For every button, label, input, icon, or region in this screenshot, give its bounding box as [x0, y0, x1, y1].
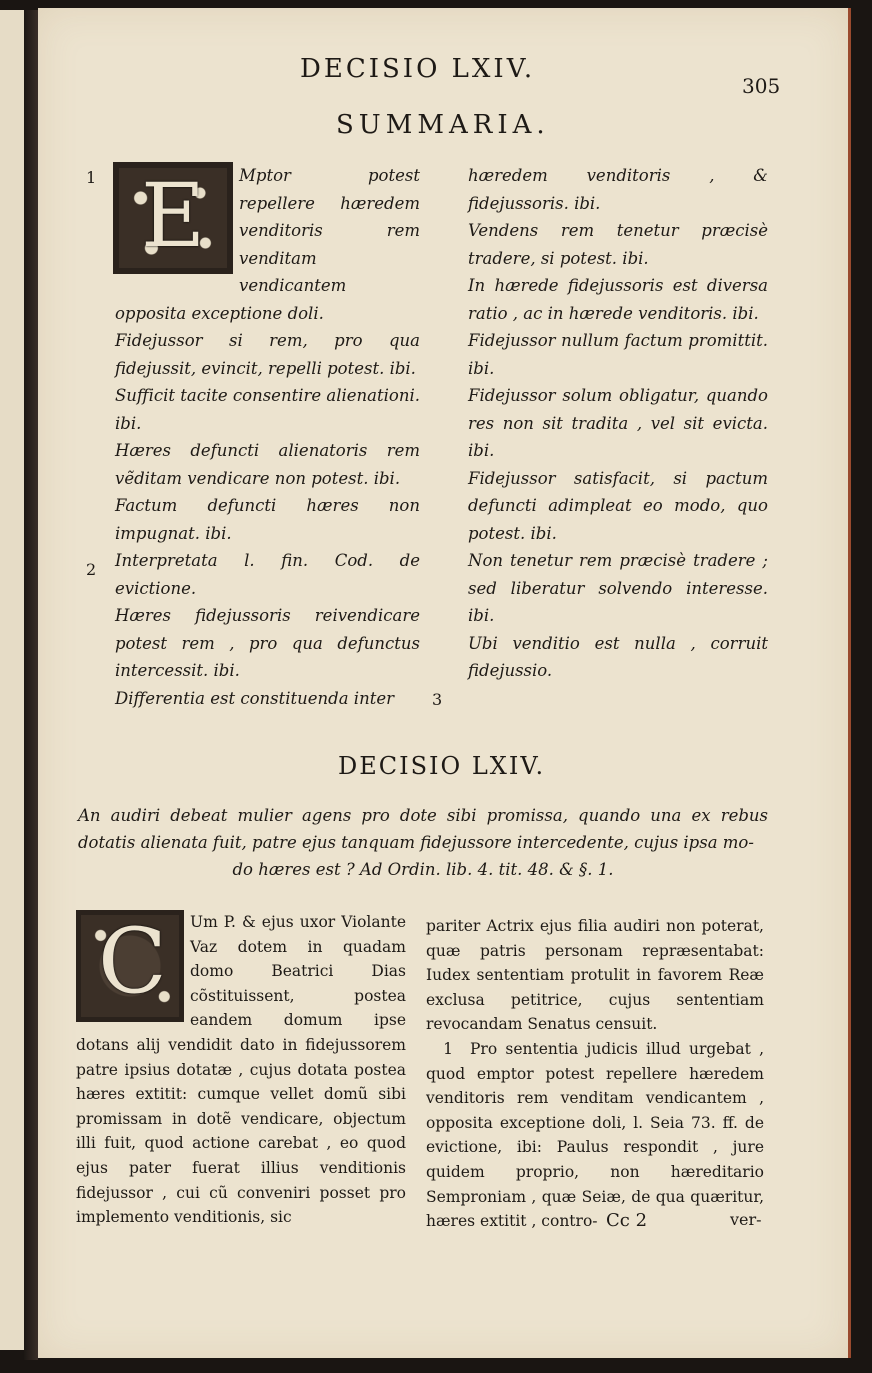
decisio-title: DECISIO LXIV. — [338, 752, 546, 780]
signature-mark: Cc 2 — [606, 1210, 648, 1231]
margin-number-3: 3 — [432, 690, 443, 709]
paragraph-number: 1 — [443, 1039, 453, 1058]
summaria-title: SUMMARIA. — [336, 110, 550, 140]
summary-entry: Sufficit tacite consentire alienationi. ibi. — [115, 386, 420, 433]
margin-number-1: 1 — [86, 168, 97, 187]
summary-entry: Fidejussor satisfacit, si pactum defuncti adimpleat eo modo, quo potest. ibi. — [468, 468, 768, 543]
decorated-initial-e — [113, 162, 233, 274]
body-paragraph-numbered — [426, 1037, 764, 1234]
margin-number-2: 2 — [86, 560, 97, 579]
summaria-right-column — [468, 162, 768, 685]
summary-entry: Non tenetur rem præcisè tradere ; sed liberatur solvendo interesse. ibi. — [468, 551, 768, 625]
initial-letter-e: E — [141, 164, 206, 267]
summary-entry: Hæres fidejussoris reivendicare potest rem , pro qua defunctus intercessit. ibi. — [115, 606, 420, 680]
body-paragraph: Um P. & ejus uxor Violante Vaz dotem in quadam domo Beatrici Dias cõstituissent, postea eandem domum ipse dotans alij vendidit dato in fidejussorem patre ipsius dotatæ , cujus dotata postea hæres extitit: cumque vellet domũ sibi promissam in dotẽ vendicare, objectum illi fuit, quod actione carebat , eo quod ejus pater fuerat illius venditionis fidejussor , cui cũ conveniri posset pro implemento venditionis, sic — [76, 913, 406, 1227]
body-paragraph: pariter Actrix ejus filia audiri non poterat, quæ patris personam repræsentabat: Iudex sententiam protulit in favorem Reæ exclusa petitrice, cujus sententiam revocandam Senatus censuit. — [426, 917, 764, 1034]
summary-entry: hæredem venditoris , & fidejussoris. ibi. — [468, 166, 768, 213]
body-left-column — [76, 910, 406, 1230]
book-gutter — [24, 10, 38, 1360]
summary-entry: Fidejussor si rem, pro qua fidejussit, evincit, repelli potest. ibi. — [115, 331, 420, 378]
summary-entry: Interpretata l. fin. Cod. de evictione. — [115, 551, 420, 598]
summary-entry: Vendens rem tenetur præcisè tradere, si potest. ibi. — [468, 221, 768, 268]
question-text: An audiri debeat mulier agens pro dote sibi promissa, quando una ex rebus dotatis alienata fuit, patre ejus tanquam fidejussore intercedente, cujus ipsa mo- — [78, 806, 768, 852]
summary-entry: Fidejussor nullum factum promittit. ibi. — [468, 331, 768, 378]
paragraph-text: Pro sententia judicis illud urgebat , quod emptor potest repellere hæredem venditoris rem venditam vendicantem , opposita exceptione doli, l. Seia 73. ff. de evictione, ibi: Paulus respondit , jure quidem proprio, non hæreditario Semproniam , quæ Seiæ, de qua quæritur, hæres extitit , contro- — [426, 1039, 764, 1231]
summary-entry: Fidejussor solum obligatur, quando res non sit tradita , vel sit evicta. ibi. — [468, 386, 768, 460]
page-number: 305 — [742, 74, 781, 98]
summary-entry: Mptor potest repellere hæredem venditoris rem venditam vendicantem opposita exceptione doli. — [115, 166, 420, 323]
summary-entry: Ubi venditio est nulla , corruit fidejussio. — [468, 633, 768, 680]
body-right-column — [426, 914, 764, 1234]
catchword: ver- — [730, 1210, 762, 1229]
question-citation: do hæres est ? Ad Ordin. lib. 4. tit. 48. & §. 1. — [232, 860, 614, 879]
decorated-initial-c — [76, 910, 184, 1022]
initial-letter-c: C — [98, 909, 167, 1014]
left-page-edge — [0, 10, 26, 1350]
summary-entry: In hærede fidejussoris est diversa ratio , ac in hærede venditoris. ibi. — [468, 276, 768, 323]
summaria-left-column — [115, 162, 420, 712]
running-head: DECISIO LXIV. — [300, 54, 536, 84]
summary-entry: Differentia est constituenda inter — [115, 688, 394, 708]
summary-entry: Hæres defuncti alienatoris rem vẽditam vendicare non potest. ibi. — [115, 441, 420, 488]
summary-entry: Factum defuncti hæres non impugnat. ibi. — [115, 496, 420, 543]
decisio-question — [78, 802, 768, 883]
